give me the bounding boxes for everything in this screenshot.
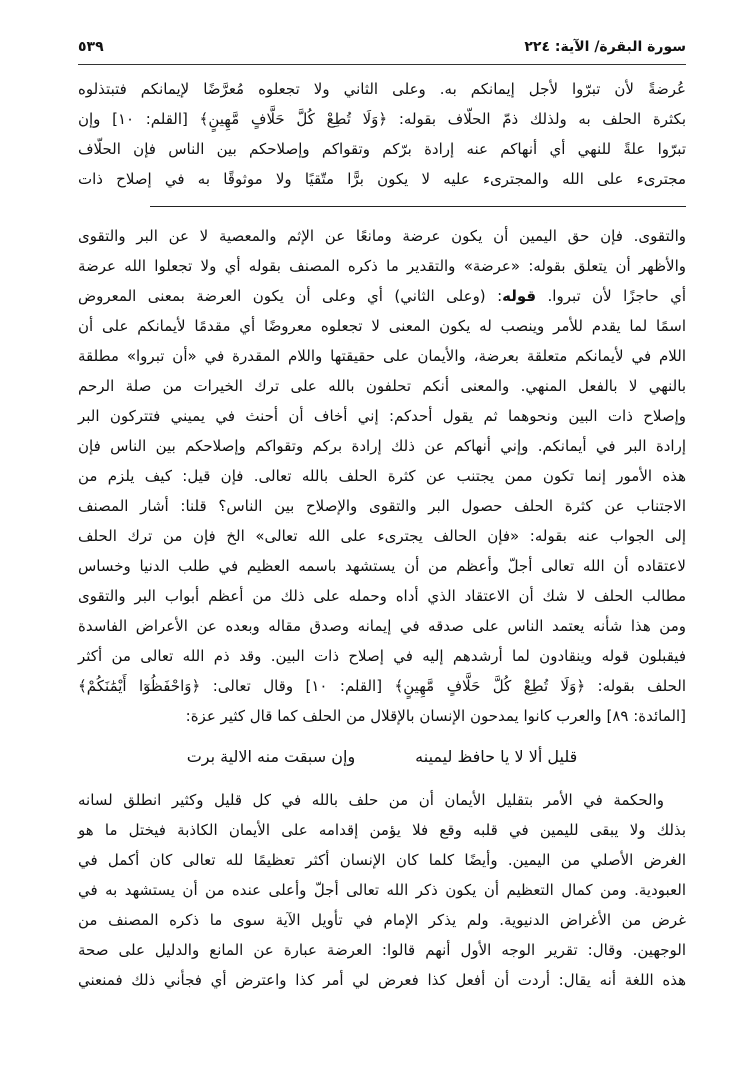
running-header — [78, 34, 686, 60]
poetry-verse — [78, 733, 686, 779]
text-line: اللام في لأيمانكم متعلقة بعرضة، والأيمان على حقيقتها واللام المقدرة في «أن تبروا» مطلقة — [78, 347, 686, 365]
text-line: غرض من الأغراض الدنيوية. ولم يذكر الإمام في تأويل الآية سوى ما ذكره المصنف من — [78, 911, 686, 929]
text-line: الوجهين. وقال: تقرير الوجه الأول أنهم قالوا: العرضة عبارة عن المانع والدليل على صحة — [78, 941, 686, 959]
text-line: لاعتقاده أن الله تعالى أجلّ وأعظم من أن يستشهد باسمه العظيم في طلب الدنيا وخساس — [78, 557, 686, 575]
text-line: مطالب الحلف لا شك أن الاعتقاد الذي أداه وحمله على ذلك من أعظم أبواب البر والتقوى — [78, 587, 686, 605]
verse-first-hemistich: قليل ألا لا يا حافظ ليمينه — [415, 746, 578, 766]
line-segment: أي حاجزًا لأن تبروا. — [536, 287, 686, 305]
closing-paragraph — [78, 785, 686, 995]
text-line: والأظهر أن يتعلق بقوله: «عرضة» والتقدير ما ذكره المصنف بقوله أي ولا تجعلوا الله عرضة — [78, 257, 686, 275]
text-line: اسمًا لما يقدم للأمر وينصب له يكون المعنى لا تجعلوه معروضًا أي مقدمًا لأيمانكم على أن — [78, 317, 686, 335]
page-number: ٥٣٩ — [78, 39, 104, 55]
text-line: العبودية. ومن كمال التعظيم أن يكون ذكر الله تعالى أجلّ وأعلى عنده من أن يستشهد به في — [78, 881, 686, 899]
text-line: والحكمة في الأمر بتقليل الأيمان أن من حلف بالله في كل قليل وكثير انطلق لسانه — [78, 791, 664, 809]
text-line: تبرّوا علةً للنهي أي أنهاكم عنه إرادة برّكم وتقواكم وإصلاحكم بين الناس فإن الحلّاف — [78, 140, 686, 158]
text-line: الغرض الأصلي من اليمين. وأيضًا كلما كان الإنسان أكثر تعظيمًا لله تعالى كان أكمل في — [78, 851, 686, 869]
header-rule — [78, 64, 686, 65]
text-line: إرادة البر في أيمانكم. وإني أنهاكم عن ذلك إرادة بركم وتقواكم وإصلاحكم بين الناس فإن — [78, 437, 686, 455]
text-line: فيقبلون قوله وينقادون لما أرشدهم إليه في إصلاح ذات البين. وقد ذم الله تعالى من أكثر — [78, 647, 686, 665]
text-line: إلى الجواب عنه بقوله: «فإن الحالف يجترىء على الله تعالى» الخ فإن من ترك الحلف — [78, 527, 686, 545]
running-title: سورة البقرة/ الآية: ٢٢٤ — [524, 39, 686, 55]
text-line: بالنهي لا بالفعل المنهي. والمعنى أنكم تحلفون بالله على ترك الخيرات من صلة الرحم — [78, 377, 686, 395]
text-line: هذه اللغة أنه يقال: أردت أن أفعل كذا فعرض لي أمر كذا واعترض أي فجأني ذلك فمنعني — [78, 971, 686, 989]
text-line: وإصلاح ذات البين ونحوهما ثم يقول أحدكم: إني أخاف أن أحنث في يميني فتتركون البر — [78, 407, 686, 425]
commentary-text — [78, 221, 686, 731]
text-line: والتقوى. فإن حق اليمين أن يكون عرضة ومانعًا عن الإثم والمعصية لا عن البر والتقوى — [78, 227, 686, 245]
text-line: الحلف بقوله: ﴿وَلَا تُطِعْ كُلَّ حَلَّافٍ مَّهِينٍ﴾ [القلم: ١٠] وقال تعالى: ﴿وَاحْفَظُوٓا أَيْمَٰنَكُمْ﴾ — [78, 677, 687, 695]
text-line: [المائدة: ٨٩] والعرب كانوا يمدحون الإنسان بالإقلال من الحلف كما قال كثير عزة: — [185, 707, 686, 725]
line-segment: : (وعلى الثاني) أي وعلى أن يكون العرضة بمعنى المعروض — [78, 287, 503, 305]
footnote-separator — [150, 206, 686, 207]
text-line — [78, 281, 686, 311]
main-text — [78, 74, 686, 194]
text-line: هذه الأمور إنما تكون ممن يجتنب عن كثرة الحلف بالله تعالى. فإن قيل: كيف يلزم من — [78, 467, 686, 485]
verse-second-hemistich: وإن سبقت منه الالية برت — [186, 746, 356, 766]
text-line: مجترىء على الله والمجترىء عليه لا يكون برًّا متّقيًا ولا موثوقًا به في إصلاح ذات — [78, 170, 686, 188]
text-line: بذلك ولا يبقى لليمين في قلبه وقع فلا يؤمن إقدامه على الأيمان الكاذبة فيختل ما هو — [78, 821, 686, 839]
text-line: الاجتناب عن كثرة الحلف حصول البر والتقوى والإصلاح بين الناس؟ قلنا: أشار المصنف — [78, 497, 686, 515]
text-line: ومن هذا شأنه يعتمد الناس على صدقه في إيمانه وصدق مقاله وبعده عن الأعراض الفاسدة — [78, 617, 686, 635]
text-line: بكثرة الحلف به ولذلك ذمّ الحلّاف بقوله: ﴿وَلَا تُطِعْ كُلَّ حَلَّافٍ مَّهِينٍ﴾ [القلم: ١٠] وإن — [78, 110, 686, 128]
text-line: عُرضةً لأن تبرّوا لأجل إيمانكم به. وعلى الثاني ولا تجعلوه مُعرَّضًا لإيمانكم فتبتذلوه — [78, 80, 686, 98]
bold-keyword: قوله — [502, 287, 537, 305]
